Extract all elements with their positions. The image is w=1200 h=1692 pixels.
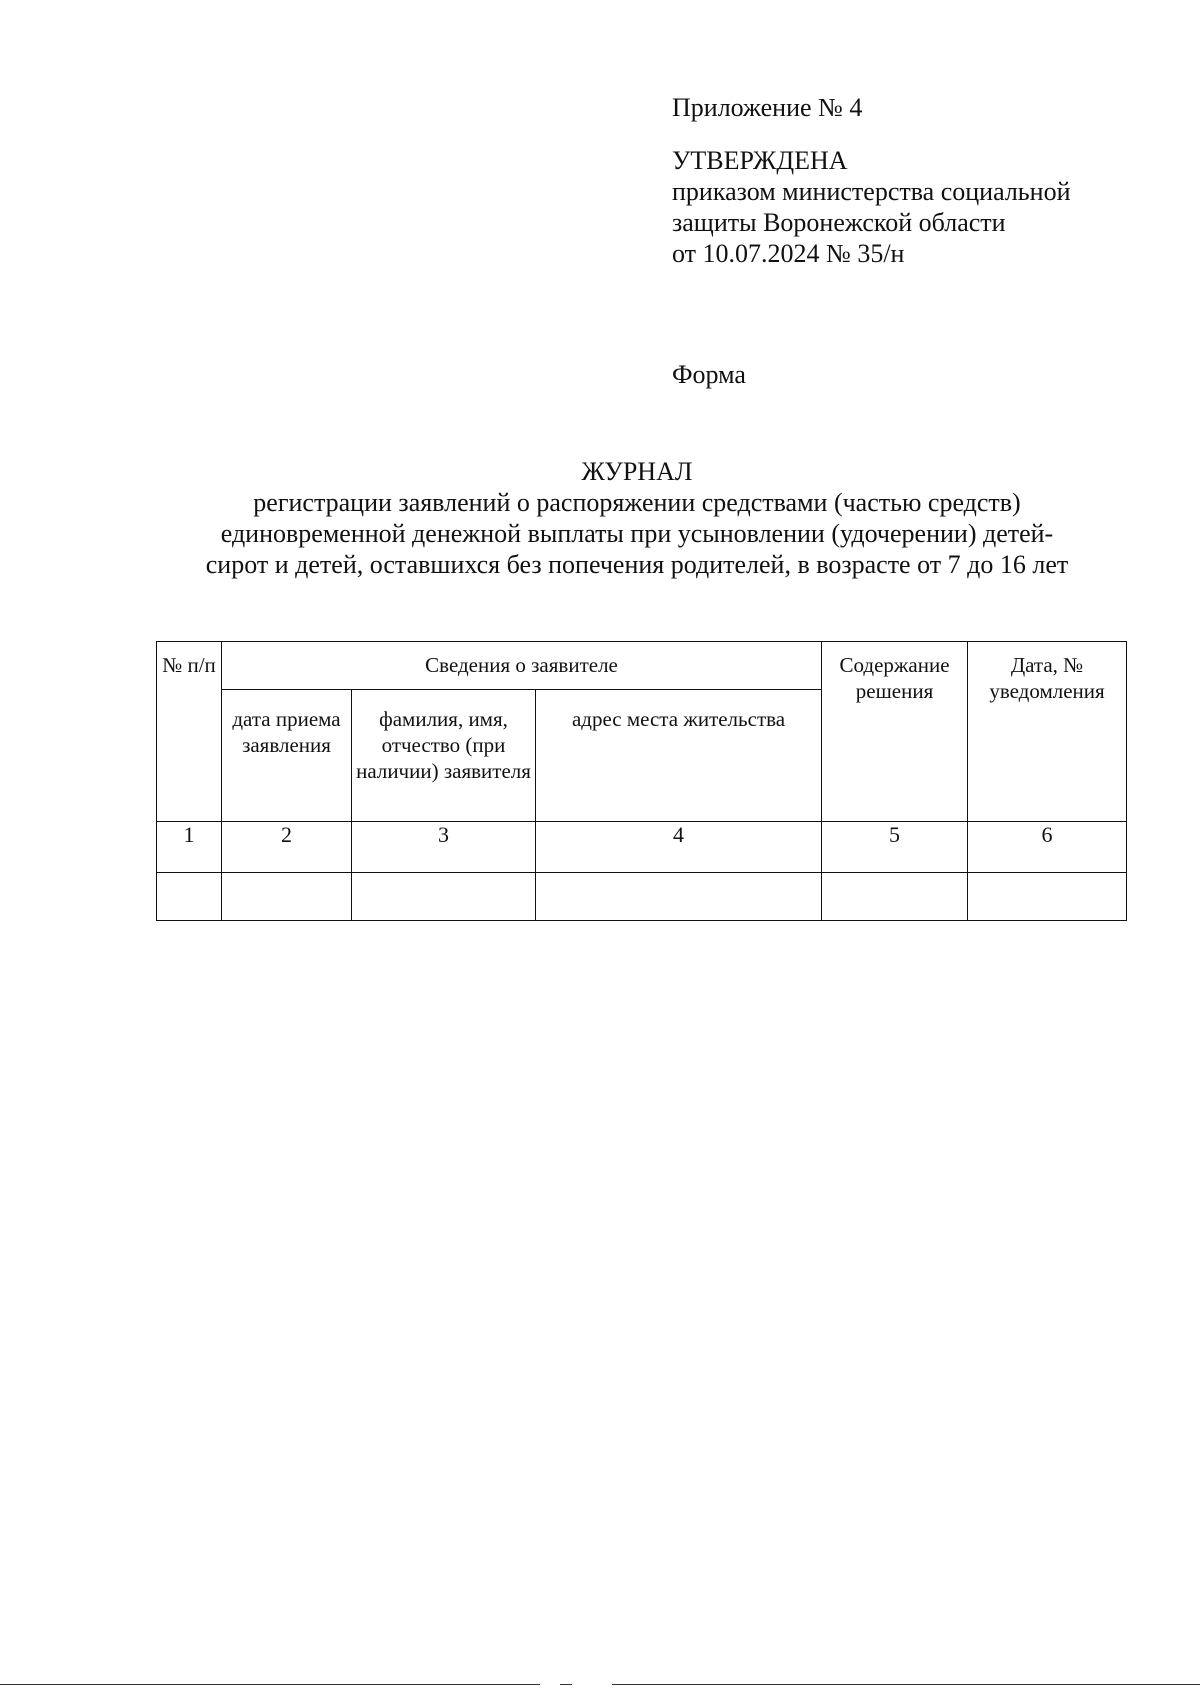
form-label: Форма <box>672 360 746 389</box>
journal-subtitle-line-2: единовременной денежной выплаты при усыновлении (удочерении) детей- <box>220 519 1054 548</box>
header-applicant-info: Сведения о заявителе <box>222 642 822 690</box>
column-number-6: 6 <box>968 822 1127 873</box>
approved-by-line-2: защиты Воронежской области <box>672 208 1006 237</box>
empty-cell <box>968 873 1127 921</box>
empty-cell <box>157 873 222 921</box>
scan-edge-line-mid <box>560 1684 572 1685</box>
header-address: адрес места жительства <box>536 690 822 822</box>
empty-cell <box>222 873 352 921</box>
approved-label: УТВЕРЖДЕНА <box>672 146 848 175</box>
header-date-received: дата приема заявления <box>222 690 352 822</box>
journal-subtitle-line-3: сирот и детей, оставшихся без попечения родителей, в возрасте от 7 до 16 лет <box>205 550 1069 579</box>
scan-edge-line-left <box>0 1684 540 1685</box>
column-number-2: 2 <box>222 822 352 873</box>
registration-table <box>156 641 1127 921</box>
journal-heading: ЖУРНАЛ <box>581 457 693 486</box>
empty-cell <box>536 873 822 921</box>
header-decision: Содержание решения <box>822 642 968 822</box>
header-number: № п/п <box>157 642 222 822</box>
empty-cell <box>352 873 536 921</box>
approved-by-line-1: приказом министерства социальной <box>672 177 1071 206</box>
column-number-4: 4 <box>536 822 822 873</box>
header-notification: Дата, № уведомления <box>968 642 1127 822</box>
empty-cell <box>822 873 968 921</box>
header-applicant-name: фамилия, имя, отчество (при наличии) заявителя <box>352 690 536 822</box>
table-row <box>157 873 1127 921</box>
column-number-1: 1 <box>157 822 222 873</box>
column-number-5: 5 <box>822 822 968 873</box>
approved-by-line-3: от 10.07.2024 № 35/н <box>672 239 905 268</box>
scan-edge-line-right <box>612 1684 1200 1685</box>
journal-subtitle-line-1: регистрации заявлений о распоряжении средствами (частью средств) <box>253 488 1021 517</box>
journal-title-block <box>150 456 1124 580</box>
annex-number: Приложение № 4 <box>672 93 863 122</box>
column-number-3: 3 <box>352 822 536 873</box>
approval-block <box>672 92 1192 269</box>
column-number-row <box>157 822 1127 873</box>
